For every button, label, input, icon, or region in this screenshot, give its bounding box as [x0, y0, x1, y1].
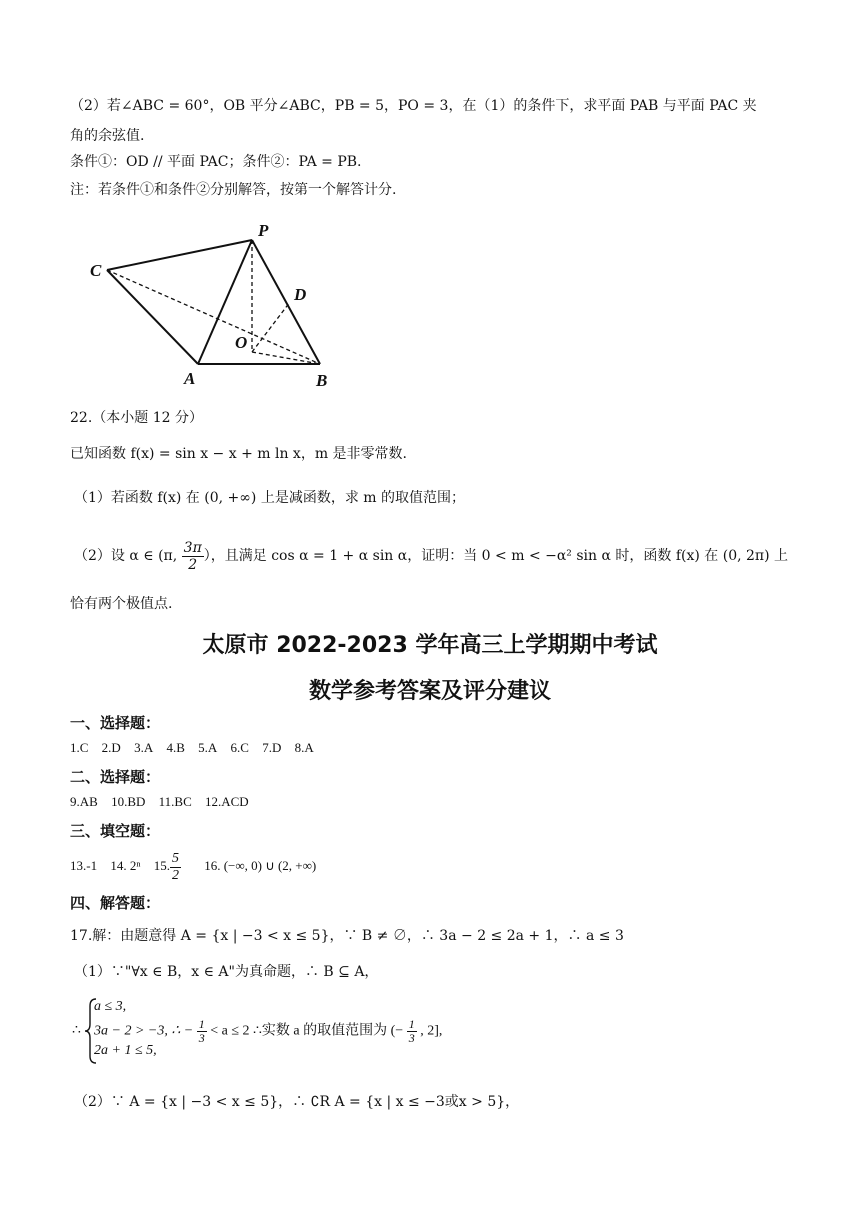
s17-line1: 17.解：由题意得 A = {x | −3 < x ≤ 5}，∵ B ≠ ∅，∴ 3a − 2 ≤ 2a + 1，∴ a ≤ 3	[70, 928, 624, 944]
system-row-3: 2a + 1 ≤ 5,	[94, 1043, 157, 1058]
s17-part1: （1）∵"∀x ∈ B，x ∈ A"为真命题，∴ B ⊆ A，	[74, 964, 379, 980]
system-rows	[94, 996, 442, 1062]
dashed-OB	[252, 352, 320, 364]
label-P: P	[258, 221, 269, 240]
system-row-2	[94, 1017, 443, 1045]
frac-numerator: 5	[171, 850, 179, 866]
system-row-1: a ≤ 3,	[94, 999, 127, 1014]
section-3-heading: 三、填空题：	[70, 822, 161, 840]
section-2-heading: 二、选择题：	[70, 768, 161, 786]
answer-item: 3.A	[134, 740, 154, 755]
q21-conditions: 条件①：OD // 平面 PAC；条件②：PA = PB.	[70, 154, 362, 170]
answer-item: 2.D	[101, 740, 121, 755]
q22-fraction-3pi-over-2	[182, 540, 204, 573]
edge-CP	[107, 240, 252, 270]
edge-PB	[252, 240, 320, 364]
section-3-answers	[70, 846, 326, 886]
answer-item: 4.B	[166, 740, 185, 755]
edge-CA	[107, 270, 198, 364]
frac-numerator: 1	[408, 1017, 415, 1031]
system-row-2-b: < a ≤ 2 ∴实数 a 的取值范围为 (−	[210, 1023, 404, 1039]
q22-part2-line1	[74, 536, 788, 576]
q22-stem: 已知函数 f(x) = sin x − x + m ln x，m 是非零常数.	[70, 446, 408, 462]
dashed-CB	[107, 270, 320, 364]
answer-item: 9.AB	[70, 794, 98, 809]
section-2-answers	[70, 794, 259, 810]
answer-item: 12.ACD	[204, 794, 249, 809]
answer-subtitle: 数学参考答案及评分建议	[308, 679, 551, 704]
fill-15-fraction	[170, 851, 191, 884]
label-B: B	[316, 371, 328, 390]
q22-part2-prefix: （2）设 α ∈	[74, 548, 159, 564]
system-row-2-a: 3a − 2 > −3, ∴ −	[94, 1023, 194, 1039]
q22-part1: （1）若函数 f(x) 在 (0, +∞) 上是减函数，求 m 的取值范围；	[74, 490, 466, 506]
q21-part2-line1: （2）若∠ABC = 60°，OB 平分∠ABC，PB = 5，PO = 3，在（1）的条件下，求平面 PAB 与平面 PAC 夹	[70, 98, 757, 114]
frac-numerator: 1	[198, 1017, 205, 1031]
answer-item: 11.BC	[158, 794, 192, 809]
answer-item: 10.BD	[111, 794, 146, 809]
frac-one-third	[197, 1018, 207, 1045]
answer-item: 5.A	[198, 740, 218, 755]
pyramid-figure	[82, 218, 342, 390]
frac-one-third-2	[407, 1018, 417, 1045]
fill-16: 16. (−∞, 0) ∪ (2, +∞)	[204, 858, 317, 873]
section-1-answers	[70, 740, 324, 756]
q22-part2-rest: ），且满足 cos α = 1 + α sin α，证明：当 0 < m < −α² sin α 时，函数 f(x) 在 (0, 2π) 上	[203, 548, 789, 564]
label-D: D	[294, 285, 307, 304]
section-4-heading: 四、解答题：	[70, 894, 161, 912]
frac-denominator: 2	[171, 867, 179, 883]
q22-part2-line2: 恰有两个极值点.	[70, 596, 173, 612]
frac-denominator: 2	[188, 556, 198, 573]
fill-13: 13.-1	[70, 858, 98, 873]
frac-numerator: 3π	[183, 539, 202, 556]
therefore-symbol: ∴	[72, 1022, 81, 1038]
q22-heading: 22.（本小题 12 分）	[70, 410, 203, 426]
system-row-2-end: , 2],	[420, 1023, 443, 1039]
answer-item: 6.C	[230, 740, 249, 755]
label-O: O	[235, 333, 248, 352]
section-1-heading: 一、选择题：	[70, 714, 161, 732]
frac-denominator: 3	[198, 1031, 205, 1045]
q21-note: 注：若条件①和条件②分别解答，按第一个解答计分.	[70, 182, 397, 198]
answer-item: 1.C	[70, 740, 89, 755]
q22-interval-left: (π,	[158, 548, 178, 564]
label-A: A	[184, 369, 196, 388]
fill-15-prefix: 15.	[153, 858, 170, 873]
answer-item: 7.D	[262, 740, 282, 755]
s17-part2: （2）∵ A = {x | −3 < x ≤ 5}，∴ ∁R A = {x | x ≤ −3或x > 5}，	[74, 1094, 520, 1110]
q21-part2-line2: 角的余弦值.	[70, 128, 145, 144]
dashed-OD	[252, 302, 290, 352]
answer-title: 太原市 2022-2023 学年高三上学期期中考试	[202, 633, 658, 658]
label-C: C	[90, 261, 102, 280]
answer-item: 8.A	[294, 740, 314, 755]
frac-denominator: 3	[408, 1031, 415, 1045]
fill-14: 14. 2ⁿ	[110, 858, 141, 873]
